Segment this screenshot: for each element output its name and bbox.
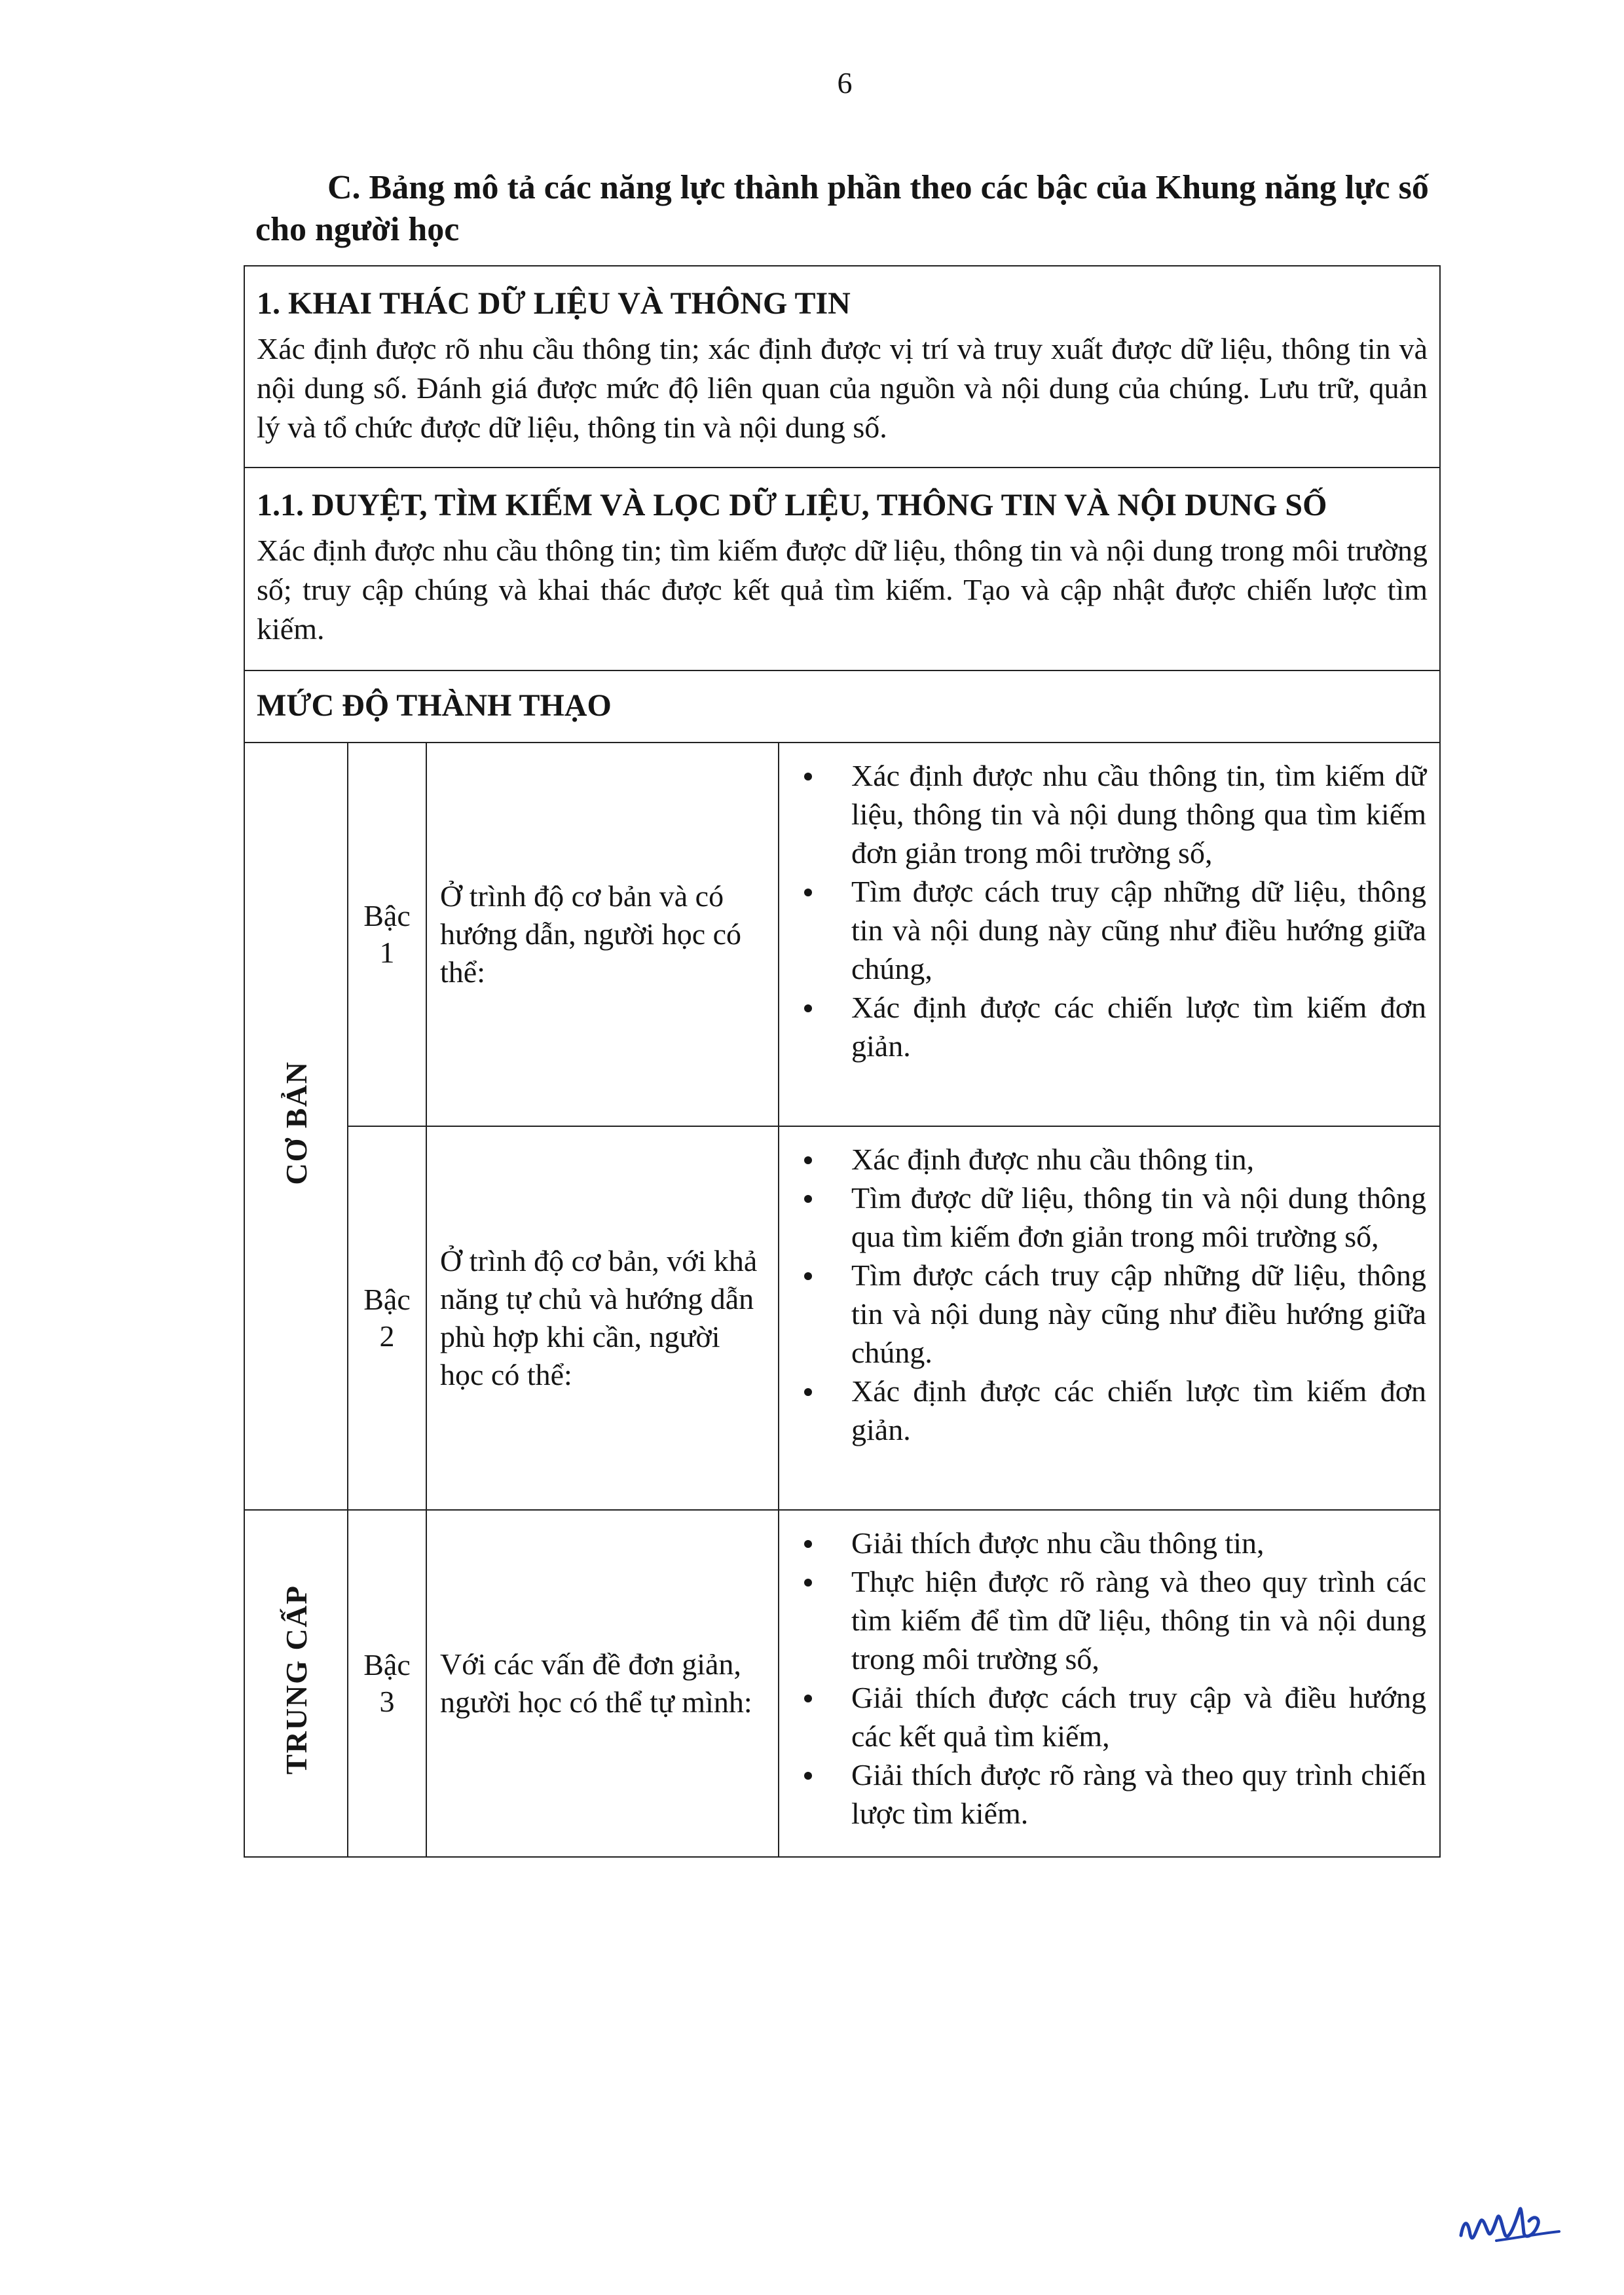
list-item-text: Giải thích được rõ ràng và theo quy trình chiến lược tìm kiếm.	[851, 1758, 1427, 1830]
level-2-cell	[348, 1126, 426, 1510]
signature-stroke	[1461, 2209, 1538, 2238]
bullet-icon	[804, 773, 812, 780]
level-2-label: Bậc	[363, 1283, 411, 1316]
list-item-text: Xác định được các chiến lược tìm kiếm đơn giản.	[851, 991, 1427, 1063]
level-2-bullet-list	[779, 1140, 1426, 1449]
level-3-cell	[348, 1510, 426, 1857]
section-1-cell	[244, 266, 1440, 468]
page-number: 6	[837, 66, 853, 100]
level-1-cell	[348, 743, 426, 1126]
level-2-number: 2	[379, 1319, 395, 1353]
section-1-title: 1. KHAI THÁC DỮ LIỆU VÀ THÔNG TIN	[257, 286, 851, 321]
level-3-description	[779, 1510, 1440, 1857]
list-item	[779, 1562, 1426, 1678]
mastery-header-cell	[244, 670, 1440, 743]
list-item-text: Giải thích được cách truy cập và điều hướng các kết quả tìm kiếm,	[851, 1681, 1427, 1753]
list-item	[779, 1524, 1426, 1562]
signature-icon	[1457, 2195, 1562, 2254]
category-intermediate-label: TRUNG CẤP	[279, 1585, 313, 1775]
list-item-text: Xác định được nhu cầu thông tin,	[851, 1143, 1255, 1176]
bullet-icon	[804, 1772, 812, 1780]
bullet-icon	[804, 1695, 812, 1702]
list-item-text: Tìm được cách truy cập những dữ liệu, thông tin và nội dung này cũng như điều hướng giữa chúng,	[851, 875, 1427, 985]
level-3-number: 3	[379, 1685, 395, 1718]
list-item-text: Thực hiện được rõ ràng và theo quy trình các tìm kiếm để tìm dữ liệu, thông tin và nội dung trong môi trường số,	[851, 1565, 1427, 1676]
category-basic-label: CƠ BẢN	[279, 1060, 313, 1185]
list-item-text: Tìm được cách truy cập những dữ liệu, thông tin và nội dung này cũng như điều hướng giữa chúng.	[851, 1258, 1427, 1369]
bullet-icon	[804, 1156, 812, 1164]
section-heading: C. Bảng mô tả các năng lực thành phần theo các bậc của Khung năng lực số cho người học	[255, 169, 1429, 248]
list-item	[779, 756, 1426, 872]
level-1-context: Ở trình độ cơ bản và có hướng dẫn, người học có thể:	[426, 743, 779, 1126]
list-item-text: Tìm được dữ liệu, thông tin và nội dung thông qua tìm kiếm đơn giản trong môi trường số,	[851, 1181, 1427, 1253]
bullet-icon	[804, 1272, 812, 1280]
level-1-description	[779, 743, 1440, 1126]
bullet-icon	[804, 1195, 812, 1203]
list-item	[779, 988, 1426, 1065]
level-3-label: Bậc	[363, 1648, 411, 1681]
level-1-number: 1	[379, 936, 395, 969]
list-item	[779, 1372, 1426, 1449]
list-item	[779, 1678, 1426, 1755]
section-1-description: Xác định được rõ nhu cầu thông tin; xác định được vị trí và truy xuất được dữ liệu, thông tin và nội dung số. Đánh giá được mức độ liên quan của nguồn và nội dung của chúng. Lưu trữ, quản lý và tổ chức được dữ liệu, thông tin và nội dung số.	[257, 332, 1428, 444]
bullet-icon	[804, 889, 812, 896]
level-1-label: Bậc	[363, 899, 411, 932]
category-basic-cell	[244, 743, 348, 1510]
section-1-1-row	[244, 468, 1440, 670]
level-2-row	[244, 1126, 1440, 1510]
bullet-icon	[804, 1579, 812, 1587]
level-1-bullet-list	[779, 756, 1426, 1065]
level-2-description	[779, 1126, 1440, 1510]
list-item	[779, 1755, 1426, 1833]
mastery-header-row	[244, 670, 1440, 743]
section-1-row	[244, 266, 1440, 468]
section-1-1-title: 1.1. DUYỆT, TÌM KIẾM VÀ LỌC DỮ LIỆU, THÔNG TIN VÀ NỘI DUNG SỐ	[257, 488, 1327, 523]
list-item-text: Giải thích được nhu cầu thông tin,	[851, 1526, 1264, 1560]
category-intermediate-cell	[244, 1510, 348, 1857]
mastery-header: MỨC ĐỘ THÀNH THẠO	[257, 688, 612, 723]
level-3-bullet-list	[779, 1524, 1426, 1833]
list-item-text: Xác định được các chiến lược tìm kiếm đơn giản.	[851, 1374, 1427, 1446]
list-item	[779, 872, 1426, 988]
bullet-icon	[804, 1004, 812, 1012]
level-1-row	[244, 743, 1440, 1126]
bullet-icon	[804, 1388, 812, 1396]
level-2-context: Ở trình độ cơ bản, với khả năng tự chủ và hướng dẫn phù hợp khi cần, người học có thể:	[426, 1126, 779, 1510]
competency-table	[244, 265, 1441, 1858]
bullet-icon	[804, 1540, 812, 1548]
list-item	[779, 1179, 1426, 1256]
list-item	[779, 1256, 1426, 1372]
list-item	[779, 1140, 1426, 1179]
level-3-context: Với các vấn đề đơn giản, người học có thể tự mình:	[426, 1510, 779, 1857]
section-1-1-description: Xác định được nhu cầu thông tin; tìm kiếm được dữ liệu, thông tin và nội dung trong môi trường số; truy cập chúng và khai thác được kết quả tìm kiếm. Tạo và cập nhật được chiến lược tìm kiếm.	[257, 534, 1428, 646]
list-item-text: Xác định được nhu cầu thông tin, tìm kiếm dữ liệu, thông tin và nội dung thông qua tìm kiếm đơn giản trong môi trường số,	[851, 759, 1427, 870]
section-1-1-cell	[244, 468, 1440, 670]
level-3-row	[244, 1510, 1440, 1857]
